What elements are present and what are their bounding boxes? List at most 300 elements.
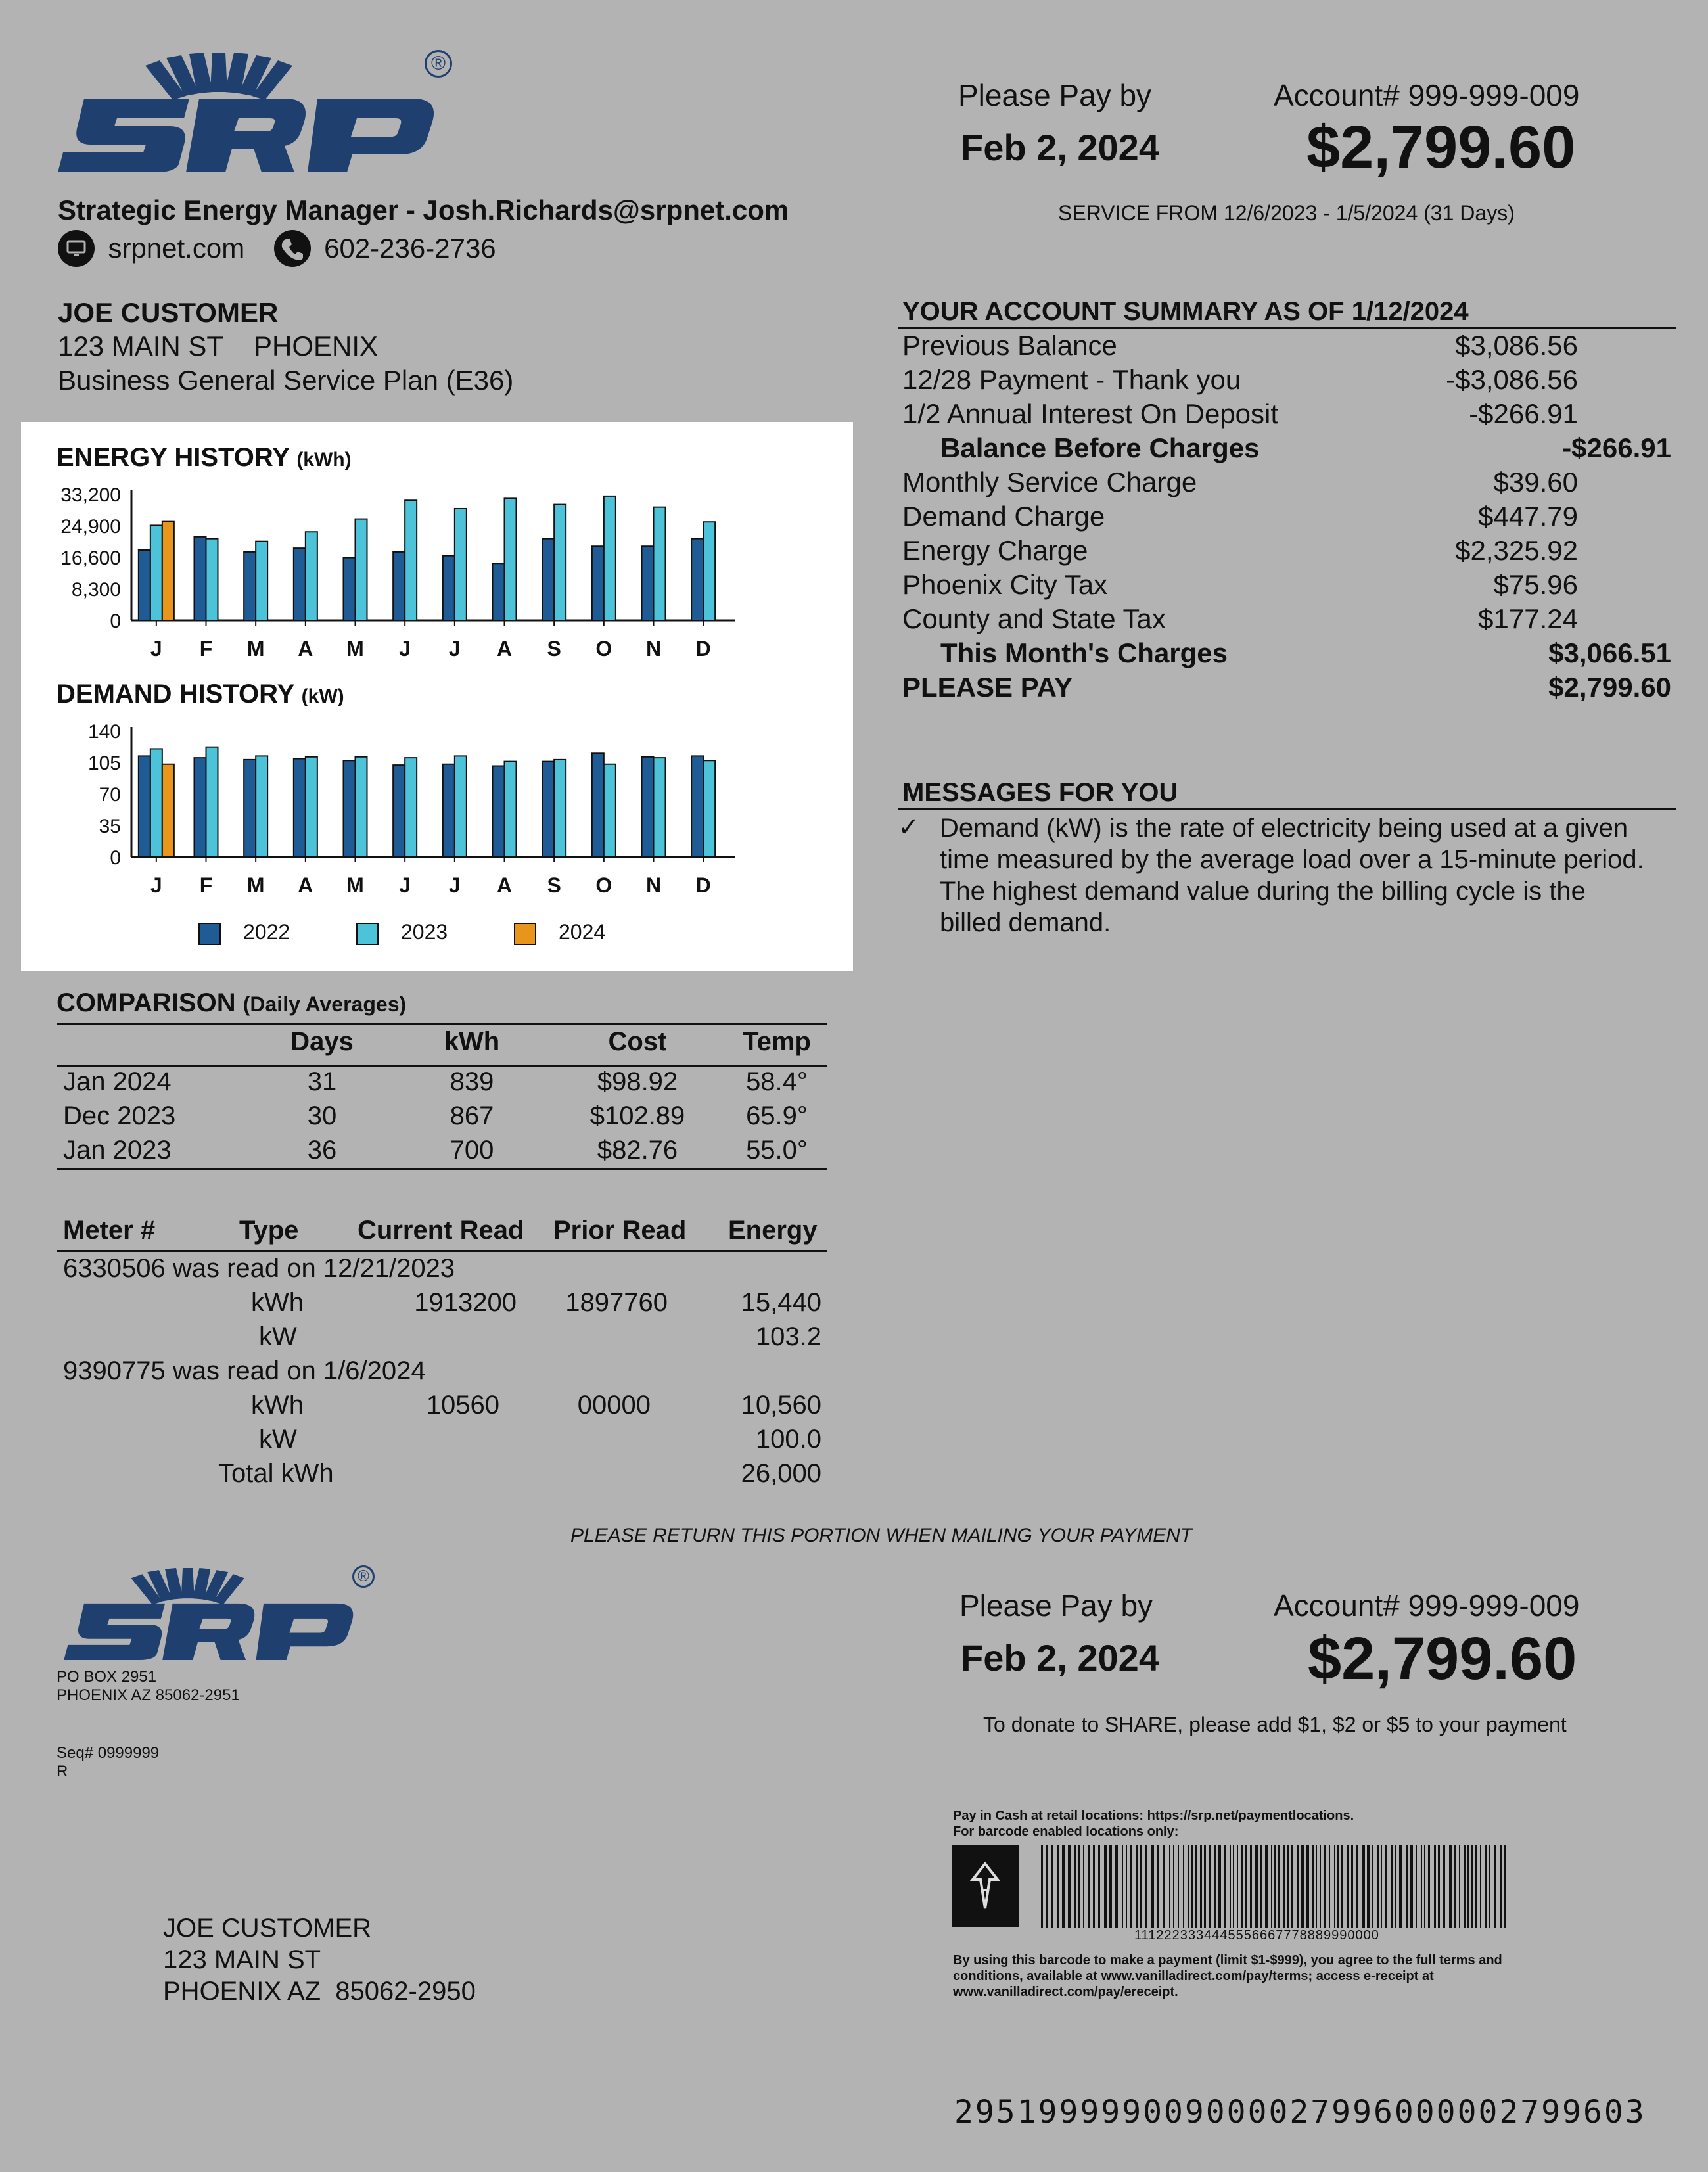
terms-line-3: www.vanilladirect.com/pay/ereceipt. <box>953 1985 1178 1999</box>
energy-bar-2022 <box>294 548 306 620</box>
barcode-bar <box>1306 1845 1309 1928</box>
comparison-days: 31 <box>307 1067 337 1096</box>
energy-bar-2023 <box>703 522 715 620</box>
demand-x-tick-label: A <box>298 873 313 897</box>
barcode-bar <box>1057 1845 1059 1928</box>
barcode-bar <box>1334 1845 1335 1928</box>
meter1-kwh-current: 1913200 <box>414 1288 517 1317</box>
demand-bar-2022 <box>592 753 604 857</box>
demand-bar-2023 <box>150 749 162 857</box>
summary-row-value: $3,066.51 <box>1548 637 1671 668</box>
barcode-bar <box>1362 1845 1365 1928</box>
barcode-bar <box>1178 1845 1179 1928</box>
energy-bar-2024 <box>162 522 174 620</box>
energy-bar-2022 <box>592 546 604 620</box>
summary-rule <box>898 327 1676 329</box>
energy-bar-2022 <box>393 552 405 620</box>
comparison-period: Jan 2024 <box>63 1067 172 1096</box>
demand-y-tick-label: 70 <box>99 784 121 806</box>
meter1-kw-energy: 103.2 <box>755 1322 821 1351</box>
energy-y-tick-label: 33,200 <box>60 484 121 506</box>
summary-row <box>902 637 1671 672</box>
mail-street: 123 MAIN ST <box>163 1945 321 1974</box>
barcode-bar <box>1464 1845 1466 1928</box>
barcode-bar <box>1428 1845 1430 1928</box>
barcode-bar <box>1274 1845 1276 1928</box>
donate-note: To donate to SHARE, please add $1, $2 or $5 to your payment <box>983 1713 1567 1736</box>
cash-line-2: For barcode enabled locations only: <box>953 1824 1179 1839</box>
barcode-bar <box>1395 1845 1396 1928</box>
energy-bar-2022 <box>691 539 703 620</box>
comparison-kwh: 839 <box>450 1067 494 1096</box>
barcode-bar <box>1109 1845 1112 1928</box>
barcode-bar <box>1312 1845 1314 1928</box>
energy-x-tick-label: J <box>399 637 411 660</box>
messages-rule <box>898 808 1676 810</box>
energy-bar-2023 <box>455 509 467 620</box>
message-line: time measured by the average load over a 15-minute period. <box>940 845 1644 874</box>
barcode-bar <box>1391 1845 1393 1928</box>
demand-bar-2022 <box>443 764 455 857</box>
demand-bar-2023 <box>256 756 267 857</box>
energy-bar-2022 <box>195 537 206 620</box>
meter2-kwh-type: kWh <box>251 1391 304 1420</box>
demand-bar-2023 <box>206 747 218 857</box>
barcode-bar <box>1233 1845 1234 1928</box>
barcode-bar <box>1265 1845 1268 1928</box>
legend-label-2023: 2023 <box>401 920 448 944</box>
total-kwh-label: Total kWh <box>218 1459 334 1488</box>
barcode-bar <box>1145 1845 1147 1928</box>
demand-x-tick-label: J <box>399 873 411 897</box>
summary-row-value: $447.79 <box>1478 501 1578 532</box>
meter2-kwh-prior: 00000 <box>577 1391 651 1420</box>
barcode-bar <box>1068 1845 1071 1928</box>
energy-bar-2022 <box>244 552 256 620</box>
barcode-bar <box>1255 1845 1258 1928</box>
energy-x-tick-label: A <box>298 637 313 660</box>
history-charts-panel <box>21 422 853 971</box>
demand-x-tick-label: O <box>595 873 612 897</box>
summary-row-value: -$3,086.56 <box>1446 364 1578 395</box>
demand-bar-2023 <box>356 757 367 857</box>
demand-bar-2022 <box>542 762 554 857</box>
barcode-bar <box>1443 1845 1445 1928</box>
summary-row <box>902 330 1671 364</box>
comparison-header-cost: Cost <box>608 1027 667 1056</box>
barcode-bar <box>1324 1845 1326 1928</box>
registered-mark-remit: ® <box>352 1565 375 1588</box>
barcode-bar <box>1115 1845 1118 1928</box>
barcode-bar <box>1250 1845 1252 1928</box>
energy-bar-2022 <box>642 546 654 620</box>
energy-bar-2023 <box>405 500 417 620</box>
remit-account-number: Account# 999-999-009 <box>1274 1588 1580 1623</box>
summary-row-value: -$266.91 <box>1562 432 1671 463</box>
remit-po-city: PHOENIX AZ 85062-2951 <box>57 1686 240 1704</box>
comparison-header-rule <box>57 1065 827 1067</box>
summary-row-label: PLEASE PAY <box>902 672 1073 703</box>
barcode-bar <box>1301 1845 1304 1928</box>
barcode-bar <box>1485 1845 1487 1928</box>
summary-row-label: Monthly Service Charge <box>902 467 1197 497</box>
summary-row-value: $177.24 <box>1478 603 1578 634</box>
barcode-bar <box>1471 1845 1473 1928</box>
barcode-bar <box>1438 1845 1440 1928</box>
barcode-bar <box>1241 1845 1243 1928</box>
comparison-header-kwh: kWh <box>444 1027 500 1056</box>
barcode-bar <box>1329 1845 1330 1928</box>
payment-barcode <box>1041 1845 1508 1928</box>
srp-logo-remit <box>58 1568 373 1660</box>
meter1-read-line: 6330506 was read on 12/21/2023 <box>63 1254 455 1283</box>
barcode-bar <box>1074 1845 1076 1928</box>
barcode-bar <box>1500 1845 1502 1928</box>
comparison-subtitle: (Daily Averages) <box>242 992 407 1016</box>
barcode-bar <box>1191 1845 1193 1928</box>
demand-bar-2024 <box>162 764 174 857</box>
barcode-bar <box>1381 1845 1382 1928</box>
summary-row-label: County and State Tax <box>902 603 1166 634</box>
barcode-bar <box>1157 1845 1159 1928</box>
comparison-days: 36 <box>307 1136 337 1165</box>
meter1-kwh-energy: 15,440 <box>741 1288 821 1317</box>
comparison-title <box>57 988 406 1018</box>
barcode-bar <box>1406 1845 1408 1928</box>
barcode-bar <box>1122 1845 1123 1928</box>
demand-bar-2022 <box>195 758 206 857</box>
legend-label-2024: 2024 <box>559 920 606 944</box>
demand-bar-2023 <box>505 762 517 857</box>
summary-row-label: Energy Charge <box>902 535 1088 566</box>
energy-bar-2023 <box>654 507 666 620</box>
message-body <box>940 812 1644 938</box>
energy-history-title-text: ENERGY HISTORY <box>57 443 290 472</box>
meter2-read-line: 9390775 was read on 1/6/2024 <box>63 1356 426 1385</box>
summary-row <box>902 432 1671 467</box>
demand-bar-2023 <box>703 760 715 857</box>
demand-x-tick-label: M <box>246 873 265 897</box>
energy-x-tick-label: M <box>346 637 364 660</box>
energy-y-tick-label: 0 <box>110 611 121 632</box>
demand-x-tick-label: N <box>645 873 662 897</box>
demand-bar-2022 <box>642 757 654 857</box>
demand-bar-2023 <box>604 764 616 857</box>
demand-bar-2023 <box>455 756 467 857</box>
barcode-bar <box>1163 1845 1165 1928</box>
barcode-bar <box>1098 1845 1100 1928</box>
summary-row <box>902 535 1671 569</box>
message-line: billed demand. <box>940 908 1111 937</box>
website-link[interactable]: srpnet.com <box>108 233 245 264</box>
remit-please-pay-by-label: Please Pay by <box>959 1588 1153 1623</box>
energy-bar-2022 <box>443 556 455 620</box>
barcode-bar <box>1046 1845 1048 1928</box>
barcode-bar <box>1126 1845 1127 1928</box>
barcode-bar <box>1287 1845 1289 1928</box>
remit-po-box: PO BOX 2951 <box>57 1668 157 1686</box>
meter1-kw-type: kW <box>259 1322 297 1351</box>
barcode-bar <box>1351 1845 1353 1928</box>
meter-header-energy: Energy <box>728 1216 818 1245</box>
summary-row-value: $2,325.92 <box>1455 535 1578 566</box>
barcode-bar <box>1291 1845 1293 1928</box>
barcode-bar <box>1218 1845 1221 1928</box>
meter2-kwh-energy: 10,560 <box>741 1391 821 1420</box>
contact-row <box>58 230 496 269</box>
comparison-temp: 55.0° <box>746 1136 808 1165</box>
comparison-bottom-rule <box>57 1168 827 1170</box>
barcode-bar <box>1188 1845 1189 1928</box>
energy-history-title <box>57 443 352 473</box>
barcode-bar <box>1245 1845 1247 1928</box>
barcode-bar <box>1316 1845 1317 1928</box>
demand-bar-2022 <box>344 760 356 857</box>
cash-line-1: Pay in Cash at retail locations: https://srp.net/paymentlocations. <box>953 1809 1354 1823</box>
mail-city: PHOENIX AZ 85062-2950 <box>163 1977 476 2006</box>
barcode-bar <box>1421 1845 1422 1928</box>
energy-bar-2023 <box>554 505 566 620</box>
customer-name: JOE CUSTOMER <box>58 297 279 328</box>
barcode-bar <box>1083 1845 1084 1928</box>
demand-x-tick-label: A <box>496 873 513 897</box>
demand-bar-2022 <box>691 756 703 857</box>
energy-bar-2022 <box>344 558 356 620</box>
barcode-bar <box>1104 1845 1107 1928</box>
energy-bar-2022 <box>542 539 554 620</box>
energy-bar-2022 <box>493 563 505 620</box>
barcode-bar <box>1434 1845 1436 1928</box>
barcode-bar <box>1454 1845 1456 1928</box>
barcode-bar <box>1341 1845 1343 1928</box>
summary-row-value: $75.96 <box>1493 569 1578 600</box>
check-icon: ✓ <box>898 813 920 842</box>
demand-bar-2023 <box>654 758 666 857</box>
barcode-bar <box>1093 1845 1095 1928</box>
barcode-bar <box>1377 1845 1379 1928</box>
energy-x-tick-label: D <box>695 637 711 660</box>
comparison-kwh: 867 <box>450 1101 494 1130</box>
energy-bar-2022 <box>139 550 150 620</box>
legend-label-2022: 2022 <box>243 920 290 944</box>
barcode-bar <box>1416 1845 1417 1928</box>
barcode-bar <box>1337 1845 1339 1928</box>
barcode-bar <box>1214 1845 1216 1928</box>
summary-row <box>902 501 1671 535</box>
summary-row <box>902 364 1671 398</box>
summary-row-label: 12/28 Payment - Thank you <box>902 364 1241 395</box>
demand-y-tick-label: 35 <box>99 816 121 837</box>
energy-y-tick-label: 8,300 <box>71 579 121 601</box>
legend-swatch-2024 <box>514 923 536 945</box>
energy-bar-2023 <box>306 532 317 620</box>
messages-title: MESSAGES FOR YOU <box>902 778 1178 807</box>
terms-line-1: By using this barcode to make a payment (limit $1-$999), you agree to the full terms and <box>953 1953 1502 1968</box>
energy-x-tick-label: F <box>199 637 213 660</box>
demand-bar-2022 <box>393 765 405 857</box>
barcode-bar <box>1283 1845 1285 1928</box>
barcode-bar <box>1385 1845 1387 1928</box>
energy-bar-2023 <box>604 496 616 620</box>
demand-history-title <box>57 680 344 709</box>
barcode-bar <box>1399 1845 1402 1928</box>
demand-bar-2022 <box>493 766 505 857</box>
monitor-icon <box>58 230 95 267</box>
meter-header-rule <box>57 1250 827 1252</box>
remit-due-date: Feb 2, 2024 <box>961 1637 1159 1678</box>
energy-y-tick-label: 16,600 <box>60 547 121 569</box>
summary-row-label: Demand Charge <box>902 501 1105 532</box>
phone-number[interactable]: 602-236-2736 <box>324 233 496 264</box>
energy-x-tick-label: N <box>645 637 662 660</box>
barcode-bar <box>1195 1845 1197 1928</box>
manager-contact: Strategic Energy Manager - Josh.Richards@srpnet.com <box>58 195 789 225</box>
srp-logo-graphic <box>58 53 452 172</box>
energy-y-tick-label: 24,900 <box>60 516 121 538</box>
barcode-bar <box>1367 1845 1370 1928</box>
message-line: Demand (kW) is the rate of electricity being used at a given <box>940 814 1628 843</box>
registered-mark: ® <box>425 50 452 78</box>
demand-bar-2022 <box>244 760 256 857</box>
demand-bar-2023 <box>405 758 417 857</box>
comparison-period: Jan 2023 <box>63 1136 172 1165</box>
barcode-bar <box>1494 1845 1496 1928</box>
barcode-bar <box>1320 1845 1321 1928</box>
account-number: Account# 999-999-009 <box>1274 78 1580 112</box>
demand-bar-2022 <box>139 756 150 857</box>
demand-bar-2023 <box>554 760 566 857</box>
barcode-bar <box>1372 1845 1373 1928</box>
energy-x-tick-label: S <box>547 637 561 660</box>
phone-icon <box>274 230 311 267</box>
energy-bar-2023 <box>206 539 218 620</box>
barcode-bar <box>1209 1845 1211 1928</box>
vanilla-direct-icon <box>952 1845 1019 1927</box>
barcode-bar <box>1200 1845 1202 1928</box>
comparison-cost: $98.92 <box>597 1067 678 1096</box>
meter-header-prior: Prior Read <box>553 1216 687 1245</box>
barcode-bar <box>1051 1845 1053 1928</box>
barcode-number: 1112223334445556667778889990000 <box>1134 1928 1379 1943</box>
barcode-bar <box>1459 1845 1460 1928</box>
energy-x-tick-label: A <box>496 637 513 660</box>
customer-address: 123 MAIN ST PHOENIX <box>58 331 379 361</box>
legend-swatch-2022 <box>198 923 221 945</box>
demand-bar-2023 <box>306 757 317 857</box>
service-period: SERVICE FROM 12/6/2023 - 1/5/2024 (31 Days) <box>1058 201 1515 225</box>
ocr-scanline: 295199999009000027996000002799603 <box>954 2094 1646 2131</box>
barcode-bar <box>1237 1845 1238 1928</box>
return-portion-note: PLEASE RETURN THIS PORTION WHEN MAILING YOUR PAYMENT <box>570 1525 1193 1546</box>
barcode-bar <box>1136 1845 1138 1928</box>
barcode-bar <box>1489 1845 1490 1928</box>
demand-x-tick-label: S <box>547 873 561 897</box>
srp-logo-remit-graphic <box>58 1568 373 1660</box>
barcode-bar <box>1480 1845 1481 1928</box>
comparison-kwh: 700 <box>450 1136 494 1165</box>
comparison-title-text: COMPARISON <box>57 988 236 1017</box>
barcode-bar <box>1204 1845 1206 1928</box>
comparison-temp: 58.4° <box>746 1067 808 1096</box>
srp-logo <box>58 53 452 172</box>
summary-row <box>902 569 1671 603</box>
comparison-days: 30 <box>307 1101 337 1130</box>
service-plan: Business General Service Plan (E36) <box>58 365 514 396</box>
barcode-bar <box>1151 1845 1154 1928</box>
energy-bar-2023 <box>356 519 367 620</box>
summary-row <box>902 467 1671 501</box>
barcode-bar <box>1260 1845 1262 1928</box>
demand-bar-2022 <box>294 759 306 857</box>
summary-row-value: -$266.91 <box>1469 398 1578 429</box>
meter1-kwh-type: kWh <box>251 1288 304 1317</box>
summary-row-label: This Month's Charges <box>940 637 1228 668</box>
barcode-bar <box>1449 1845 1452 1928</box>
demand-x-tick-label: J <box>448 873 461 897</box>
meter2-kwh-current: 10560 <box>426 1391 499 1420</box>
demand-x-tick-label: M <box>346 873 364 897</box>
total-kwh-value: 26,000 <box>741 1459 821 1488</box>
energy-history-chart <box>21 481 853 665</box>
barcode-bar <box>1173 1845 1174 1928</box>
please-pay-by-label: Please Pay by <box>958 78 1152 112</box>
meter-header-type: Type <box>239 1216 299 1245</box>
meter2-kw-energy: 100.0 <box>755 1425 821 1454</box>
barcode-bar <box>1224 1845 1226 1928</box>
chart-legend <box>198 916 658 949</box>
demand-x-tick-label: F <box>199 873 213 897</box>
barcode-bar <box>1504 1845 1506 1928</box>
comparison-temp: 65.9° <box>746 1101 808 1130</box>
barcode-bar <box>1088 1845 1090 1928</box>
barcode-bar <box>1475 1845 1477 1928</box>
comparison-cost: $102.89 <box>589 1101 685 1130</box>
legend-swatch-2023 <box>356 923 379 945</box>
summary-row-label: Previous Balance <box>902 330 1117 361</box>
barcode-bar <box>1410 1845 1413 1928</box>
summary-title: YOUR ACCOUNT SUMMARY AS OF 1/12/2024 <box>902 297 1469 326</box>
demand-history-title-text: DEMAND HISTORY <box>57 680 294 708</box>
demand-y-tick-label: 140 <box>87 721 121 743</box>
seq-r: R <box>57 1763 68 1780</box>
comparison-cost: $82.76 <box>597 1136 678 1165</box>
summary-row-value: $39.60 <box>1493 467 1578 497</box>
barcode-bar <box>1271 1845 1272 1928</box>
demand-y-tick-label: 0 <box>110 847 121 869</box>
barcode-bar <box>1347 1845 1349 1928</box>
barcode-bar <box>1230 1845 1231 1928</box>
terms-line-2: conditions, available at www.vanilladirect.com/pay/terms; access e-receipt at <box>953 1969 1434 1983</box>
summary-row-label: 1/2 Annual Interest On Deposit <box>902 398 1279 429</box>
summary-row <box>902 398 1671 432</box>
barcode-bar <box>1356 1845 1358 1928</box>
demand-x-tick-label: J <box>150 873 162 897</box>
comparison-header-days: Days <box>290 1027 354 1056</box>
barcode-bar <box>1424 1845 1425 1928</box>
barcode-bar <box>1041 1845 1043 1928</box>
barcode-bar <box>1278 1845 1280 1928</box>
barcode-bar <box>1062 1845 1065 1928</box>
barcode-bar <box>1078 1845 1080 1928</box>
demand-history-chart <box>21 718 853 902</box>
demand-x-tick-label: D <box>695 873 711 897</box>
seq-number: Seq# 0999999 <box>57 1744 160 1762</box>
energy-x-tick-label: O <box>595 637 612 660</box>
remit-amount-due: $2,799.60 <box>1308 1625 1577 1692</box>
summary-row-label: Phoenix City Tax <box>902 569 1108 600</box>
meter-header-current: Current Read <box>358 1216 524 1245</box>
summary-row-value: $3,086.56 <box>1455 330 1578 361</box>
